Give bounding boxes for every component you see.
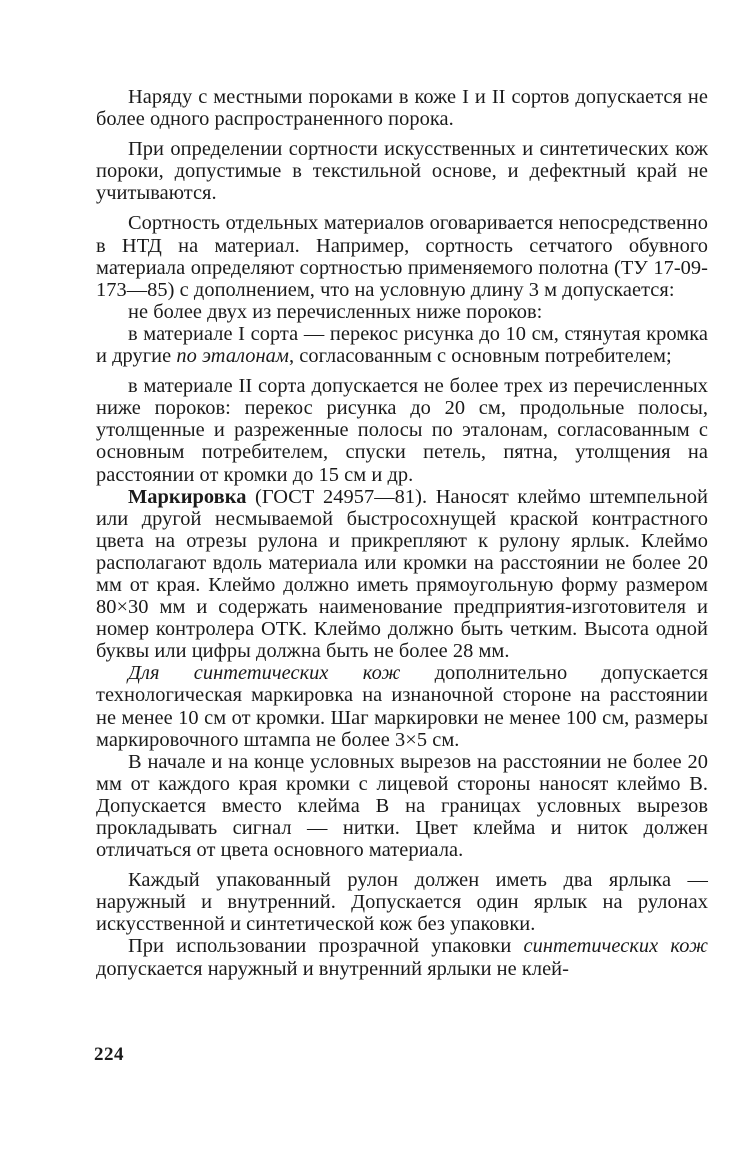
- paragraph: [96, 486, 708, 663]
- paragraph: Каждый упакованный рулон должен иметь два ярлыка — наружный и внутренний. Допускается один ярлык на рулонах искусственной и синтетической кож без упаковки.: [96, 869, 708, 936]
- paragraph-text: в материале I сорта — перекос рисунка до 10 см, стянутая кромка и другие: [96, 322, 708, 368]
- paragraph: не более двух из перечисленных ниже пороков:: [128, 300, 543, 323]
- paragraph: Наряду с местными пороками в коже I и II сортов допускается не более одного распространенного порока.: [96, 86, 708, 131]
- body-text: [96, 86, 708, 980]
- paragraph: [96, 323, 708, 367]
- paragraph: в материале II сорта допускается не более трех из перечисленных ниже пороков: перекос рисунка до 20 см, продольные полосы, утолщенные и разреженные полосы по эталонам, согласованным с основным потребителем, спуски петель, пятна, утолщения на расстоянии от кромки до 15 см и др.: [96, 375, 708, 486]
- paragraph: [96, 935, 708, 979]
- paragraph-text-italic: по эталонам: [176, 345, 289, 368]
- paragraph: Сортность отдельных материалов оговаривается непосредственно в НТД на материал. Например, сортность сетчатого обувного материала определяют сортностью применяемого полотна (ТУ 17-09-173—85) с дополнением, что на условную длину 3 м допускается:: [96, 212, 708, 301]
- paragraph: [96, 662, 708, 750]
- paragraph-text: , согласованным с основным потребителем;: [288, 345, 672, 368]
- paragraph: В начале и на конце условных вырезов на расстоянии не более 20 мм от каждого края кромки с лицевой стороны наносят клеймо В. Допускается вместо клейма В на границах условных вырезов прокладывать сигнал — нитки. Цвет клейма и ниток должен отличаться от цвета основного материала.: [96, 750, 708, 862]
- page-number: 224: [94, 1044, 124, 1065]
- paragraph-text-italic: синтетических кож: [523, 935, 708, 958]
- paragraph-text: (ГОСТ 24957—81). Наносят клеймо штемпельной или другой несмываемой быстросохнущей краской контрастного цвета на отрезы рулона и прикрепляют к рулону ярлык. Клеймо располагают вдоль материала или кромки на расстоянии не более 20 мм от края. Клеймо должно иметь прямоугольную форму размером 80×30 мм и содержать наименование предприятия-изготовителя и номер контролера ОТК. Клеймо должно быть четким. Высота одной буквы или цифры должна быть не более 28 мм.: [96, 485, 708, 663]
- section-heading: Маркировка: [128, 485, 247, 508]
- paragraph-text-italic: Для синтетических кож: [128, 662, 401, 685]
- paragraph-text: дополнительно допускается технологическая маркировка на изнаночной стороне на расстоянии не менее 10 см от кромки. Шаг маркировки не менее 100 см, размеры маркировочного штампа не более 3×5 см.: [96, 662, 709, 751]
- paragraph: При определении сортности искусственных и синтетических кож пороки, допустимые в текстильной основе, и дефектный край не учитываются.: [96, 138, 708, 205]
- paragraph-text: При использовании прозрачной упаковки: [128, 935, 524, 958]
- paragraph-text: допускается наружный и внутренний ярлыки не клей-: [96, 957, 569, 980]
